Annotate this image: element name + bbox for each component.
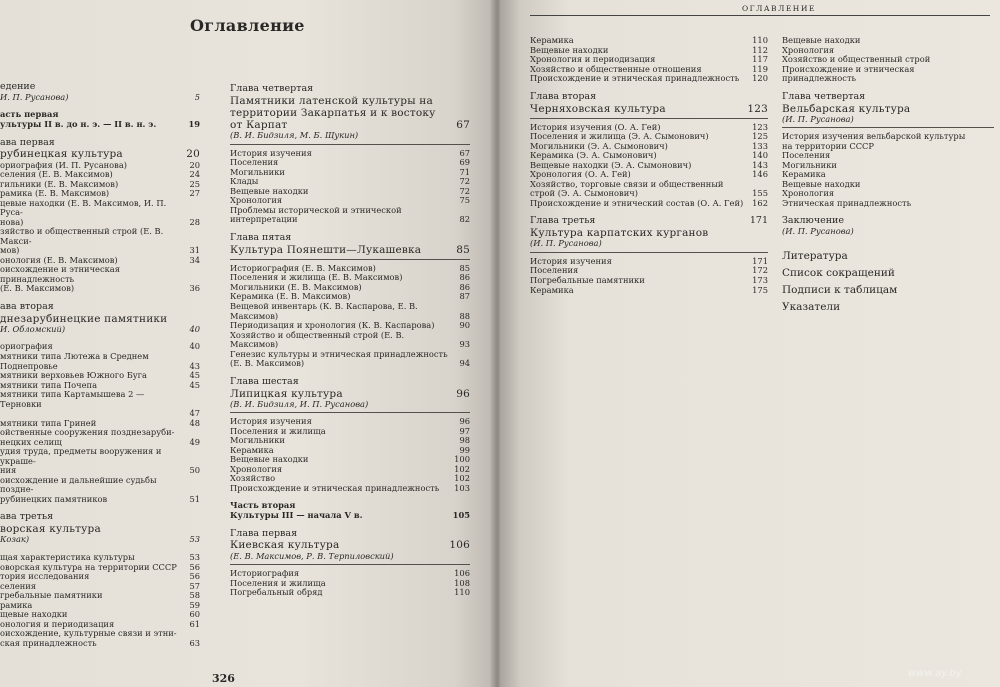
toc-entry-title: Керамика xyxy=(530,284,574,295)
toc-entry-title: Киевская культура xyxy=(230,539,340,552)
toc-entry xyxy=(782,199,994,209)
toc-entry-title: Вельбарская культура xyxy=(782,102,911,115)
page-title: Оглавление xyxy=(190,16,305,35)
toc-entry-page: 69 xyxy=(459,157,470,168)
toc-entry-title: Хозяйство и общественный строй (Е. В. Максимов) xyxy=(230,329,405,350)
toc-entry xyxy=(782,103,994,115)
toc-entry xyxy=(230,331,470,350)
toc-entry xyxy=(0,352,200,371)
toc-entry-title: селения (Е. В. Максимов) xyxy=(0,169,113,180)
spacer xyxy=(782,237,994,245)
toc-entry xyxy=(230,400,470,410)
toc-entry-title: Глава третья xyxy=(530,215,596,227)
toc-entry-page: 172 xyxy=(752,265,768,276)
watermark: www.ay.by xyxy=(908,668,962,679)
toc-entry-title: ава третья xyxy=(0,511,54,523)
toc-entry-page: 102 xyxy=(454,463,470,474)
toc-entry-title: Подписи к таблицам xyxy=(782,284,898,296)
toc-entry-title: Часть вторая xyxy=(230,500,296,511)
toc-entry-title: История изучения (О. А. Гей) xyxy=(530,121,661,132)
toc-entry xyxy=(0,93,200,103)
toc-entry-page: 90 xyxy=(459,320,470,331)
divider xyxy=(530,118,768,119)
toc-entry-title: Глава первая xyxy=(230,527,298,539)
toc-entry-title: История изучения xyxy=(230,147,312,158)
toc-entry-page: 85 xyxy=(456,243,470,256)
toc-entry-title: Историография (Е. В. Максимов) xyxy=(230,262,376,273)
toc-entry xyxy=(230,95,470,131)
toc-entry xyxy=(230,206,470,225)
toc-entry-title: Липицкая культура xyxy=(230,387,343,400)
toc-entry xyxy=(530,239,768,249)
toc-entry xyxy=(782,250,994,262)
toc-entry-title: Культура Поянешти—Лукашевка xyxy=(230,243,422,256)
toc-entry xyxy=(0,447,200,466)
toc-entry-page: 27 xyxy=(189,188,200,199)
toc-entry-title: нецких селищ xyxy=(0,436,62,447)
toc-entry xyxy=(0,495,200,505)
toc-entry-title: онология (Е. В. Максимов) xyxy=(0,254,118,265)
toc-entry-title: щая характеристика культуры xyxy=(0,552,135,562)
toc-entry-page: 86 xyxy=(459,272,470,283)
toc-entry xyxy=(230,377,470,388)
toc-entry-title: Этническая принадлежность xyxy=(782,197,912,208)
toc-entry-page: 53 xyxy=(189,552,200,562)
toc-entry-title: Вещевые находки xyxy=(230,185,309,196)
toc-entry xyxy=(230,302,470,321)
toc-entry-page: 71 xyxy=(459,166,470,177)
toc-entry xyxy=(530,216,768,227)
toc-entry-title: Поселения xyxy=(782,150,831,161)
toc-entry-title: (И. П. Русанова) xyxy=(530,238,602,249)
toc-entry-title: рамика xyxy=(0,599,33,610)
toc-column-3 xyxy=(530,36,768,295)
toc-entry-title: Глава шестая xyxy=(230,375,299,387)
toc-entry-title: ориография (И. П. Русанова) xyxy=(0,159,128,170)
toc-entry-title: Керамика xyxy=(782,169,826,180)
toc-entry-page: 67 xyxy=(456,119,470,132)
toc-entry-title: онология и периодизация xyxy=(0,618,115,629)
toc-entry xyxy=(0,199,200,218)
toc-entry-page: 48 xyxy=(189,417,200,428)
toc-entry-page: 106 xyxy=(454,568,470,579)
toc-entry-page: 28 xyxy=(189,216,200,227)
toc-entry-title: Происхождение и этническая принадлежность xyxy=(782,63,915,84)
toc-entry-page: 63 xyxy=(189,637,200,648)
toc-entry-title: Могильники (Э. А. Сымонович) xyxy=(530,140,668,151)
running-header: ОГЛАВЛЕНИЕ xyxy=(742,4,816,13)
toc-entry-page: 47 xyxy=(189,408,200,419)
toc-entry-title: мятники типа Гриней xyxy=(0,417,97,428)
toc-entry xyxy=(230,244,470,256)
toc-entry-title: Могильники xyxy=(230,166,285,177)
toc-entry-title: мятники типа Картамышева 2 — Терновки xyxy=(0,389,145,409)
right-page xyxy=(500,0,1000,687)
toc-entry xyxy=(230,588,470,598)
toc-entry-title: Вещевые находки xyxy=(530,44,609,55)
toc-entry-title: ориография xyxy=(0,341,53,352)
divider xyxy=(230,259,470,260)
toc-entry-page: 162 xyxy=(752,197,768,208)
toc-entry-page: 19 xyxy=(188,118,200,129)
toc-entry xyxy=(230,484,470,494)
toc-entry-page: 5 xyxy=(194,91,200,102)
toc-entry-title: Памятники латенской культуры на территории Закарпатья и к востоку от Карпат xyxy=(230,94,436,132)
toc-entry-page: 59 xyxy=(189,599,200,610)
toc-entry-page: 61 xyxy=(189,618,200,629)
toc-entry-title: Керамика xyxy=(530,35,574,45)
toc-entry xyxy=(782,92,994,103)
left-page xyxy=(0,0,494,687)
toc-entry xyxy=(0,138,200,149)
toc-entry-page: 120 xyxy=(752,73,768,84)
toc-entry-page: 146 xyxy=(752,169,768,180)
toc-entry-title: Поселения xyxy=(230,157,279,168)
toc-entry-title: оисхождение и этническая принадлежность xyxy=(0,264,120,284)
toc-entry-title: Могильники (Е. В. Максимов) xyxy=(230,281,362,292)
toc-entry-title: мятники верховьев Южного Буга xyxy=(0,370,147,381)
toc-entry-title: Вещевые находки (Э. А. Сымонович) xyxy=(530,159,692,170)
toc-entry-title: асть первая xyxy=(0,109,59,120)
toc-entry-title: Глава четвертая xyxy=(230,83,314,94)
toc-entry-title: Поселения и жилища (Е. В. Максимов) xyxy=(230,272,403,283)
toc-entry-title: Хозяйство, торговые связи и общественный строй (Э. А. Сымонович) xyxy=(530,178,724,199)
toc-entry-title: История изучения xyxy=(530,255,612,266)
toc-entry-page: 125 xyxy=(752,131,768,142)
toc-entry xyxy=(530,92,768,103)
toc-entry xyxy=(530,286,768,296)
toc-entry xyxy=(0,284,200,294)
toc-entry-title: цевые находки (Е. В. Максимов, И. П. Руса- xyxy=(0,197,167,218)
toc-entry-page: 103 xyxy=(454,482,470,493)
toc-entry xyxy=(0,535,200,545)
toc-entry-title: оворская культура на территории СССР xyxy=(0,561,177,572)
toc-entry-title: днезарубинецкие памятники xyxy=(0,312,168,325)
toc-entry-title: гильники (Е. В. Максимов) xyxy=(0,178,119,189)
toc-entry xyxy=(782,267,994,279)
toc-entry xyxy=(782,132,994,151)
toc-entry xyxy=(230,84,470,95)
toc-entry xyxy=(230,552,470,562)
toc-column-2 xyxy=(230,84,470,598)
toc-entry-page: 110 xyxy=(752,35,768,45)
toc-entry-page: 119 xyxy=(752,63,768,74)
toc-entry-title: Происхождение и этнический состав (О. А. Гей) xyxy=(530,197,744,208)
toc-entry xyxy=(530,103,768,115)
toc-entry-page: 60 xyxy=(189,609,200,620)
toc-entry xyxy=(782,65,994,84)
toc-entry xyxy=(782,115,994,125)
toc-entry-title: Глава четвертая xyxy=(782,90,866,102)
toc-entry-title: зяйство и общественный строй (Е. В. Макси- xyxy=(0,226,164,246)
toc-entry-title: Хронология xyxy=(230,463,283,474)
toc-entry-page: 51 xyxy=(189,493,200,504)
toc-entry-page: 72 xyxy=(459,176,470,187)
toc-entry-page: 67 xyxy=(459,147,470,158)
toc-entry xyxy=(0,523,200,535)
toc-entry-page: 40 xyxy=(189,341,200,352)
toc-entry-page: 43 xyxy=(189,360,200,371)
toc-entry-page: 98 xyxy=(459,435,470,446)
toc-entry-page: 87 xyxy=(459,291,470,302)
divider xyxy=(230,412,470,413)
toc-entry-page: 75 xyxy=(459,195,470,206)
toc-entry-title: Список сокращений xyxy=(782,266,895,279)
toc-entry-page: 20 xyxy=(189,159,200,170)
toc-entry-title: Происхождение и этническая принадлежность xyxy=(230,482,440,493)
toc-entry-page: 105 xyxy=(452,510,470,521)
divider xyxy=(530,252,768,253)
toc-entry-title: Керамика (Е. В. Максимов) xyxy=(230,291,351,302)
toc-entry-page: 155 xyxy=(752,188,768,199)
toc-entry-title: Поселения и жилища xyxy=(230,425,326,436)
toc-entry-title: тория исследования xyxy=(0,571,90,582)
toc-entry-page: 25 xyxy=(189,178,200,189)
toc-entry-title: Хронология и периодизация xyxy=(530,54,656,65)
divider xyxy=(230,564,470,565)
toc-entry-title: оисхождение, культурные связи и этни- xyxy=(0,628,177,639)
page-number: 326 xyxy=(212,672,235,685)
toc-entry xyxy=(530,199,768,209)
toc-entry xyxy=(0,265,200,284)
toc-entry-title: мятники типа Лютежа в Среднем Поднепровье xyxy=(0,350,149,371)
toc-entry-title: ультуры II в. до н. э. — II в. н. э. xyxy=(0,118,157,129)
toc-entry-page: 58 xyxy=(189,590,200,601)
toc-entry-title: рубинецких памятников xyxy=(0,493,108,504)
header-rule xyxy=(530,15,990,16)
toc-entry-title: щевые находки xyxy=(0,609,68,620)
toc-entry xyxy=(230,131,470,141)
toc-entry-page: 57 xyxy=(189,580,200,591)
toc-entry xyxy=(0,512,200,523)
toc-entry-title: гребальные памятники xyxy=(0,590,103,601)
toc-entry-page: 31 xyxy=(189,245,200,256)
toc-entry-title: едение xyxy=(0,81,36,92)
toc-entry xyxy=(0,120,200,130)
toc-entry-title: История изучения xyxy=(230,416,312,427)
toc-column-4 xyxy=(782,36,994,318)
toc-entry-title: История изучения вельбарской культуры на территории СССР xyxy=(782,131,966,151)
toc-entry-page: 106 xyxy=(449,539,470,552)
toc-entry xyxy=(0,639,200,649)
toc-entry-page: 96 xyxy=(456,387,470,400)
toc-entry-page: 171 xyxy=(752,255,768,266)
toc-entry-page: 53 xyxy=(189,534,200,545)
toc-entry-page: 49 xyxy=(189,436,200,447)
toc-entry-page: 108 xyxy=(454,577,470,588)
toc-entry-title: (В. И. Бидзиля, И. П. Русанова) xyxy=(230,398,369,409)
toc-entry-page: 175 xyxy=(752,284,768,295)
toc-entry xyxy=(0,148,200,160)
toc-entry-page: 20 xyxy=(186,148,200,161)
toc-entry-page: 99 xyxy=(459,444,470,455)
toc-entry xyxy=(230,233,470,244)
toc-entry-title: рамика (Е. В. Максимов) xyxy=(0,188,110,199)
toc-entry-title: ава вторая xyxy=(0,300,54,312)
divider xyxy=(782,127,994,128)
toc-entry-title: Генезис культуры и этническая принадлежность (Е. В. Максимов) xyxy=(230,348,448,369)
toc-entry-title: Хозяйство и общественный строй xyxy=(782,54,931,65)
toc-entry-title: рубинецкая культура xyxy=(0,148,123,161)
toc-entry xyxy=(530,180,768,199)
toc-entry-page: 140 xyxy=(752,150,768,161)
toc-entry-page: 123 xyxy=(747,102,768,115)
toc-entry xyxy=(230,529,470,540)
toc-entry xyxy=(230,539,470,551)
toc-entry-page: 97 xyxy=(459,425,470,436)
toc-entry-title: Вещевые находки xyxy=(782,35,861,45)
toc-entry-title: Проблемы исторической и этнической интерпретации xyxy=(230,204,402,225)
toc-entry-title: Козак) xyxy=(0,534,30,545)
toc-entry-title: Вещевые находки xyxy=(782,178,861,189)
toc-entry xyxy=(0,227,200,246)
toc-entry-title: ава первая xyxy=(0,136,55,148)
toc-entry-title: И. П. Русанова) xyxy=(0,91,69,102)
toc-entry-page: 85 xyxy=(459,262,470,273)
toc-entry-title: (Е. В. Максимов, Р. В. Терпиловский) xyxy=(230,550,394,561)
toc-entry-title: Хозяйство xyxy=(230,473,276,484)
toc-entry xyxy=(230,350,470,369)
toc-entry-title: ская принадлежность xyxy=(0,637,97,648)
toc-entry-title: Хронология xyxy=(230,195,283,206)
toc-entry-title: нова) xyxy=(0,216,24,227)
toc-entry-title: селения xyxy=(0,580,37,591)
toc-entry xyxy=(782,284,994,296)
toc-entry-title: ойственные сооружения позднезаруби- xyxy=(0,427,175,438)
toc-entry xyxy=(230,511,470,521)
toc-entry-title: удия труда, предметы вооружения и украше- xyxy=(0,446,162,466)
toc-entry-page: 171 xyxy=(749,215,768,227)
toc-entry-title: Глава пятая xyxy=(230,231,292,243)
toc-entry xyxy=(0,302,200,313)
toc-entry-title: мов) xyxy=(0,245,20,256)
toc-entry-page: 24 xyxy=(189,169,200,180)
toc-entry-page: 102 xyxy=(454,473,470,484)
toc-entry-title: (Е. В. Максимов) xyxy=(0,283,75,294)
toc-entry xyxy=(0,325,200,335)
toc-entry-title: Поселения и жилища xyxy=(230,577,326,588)
toc-entry-page: 82 xyxy=(459,214,470,225)
toc-entry-page: 94 xyxy=(459,358,470,369)
toc-entry-page: 110 xyxy=(454,587,470,598)
toc-entry-title: оисхождение и дальнейшие судьбы поздне- xyxy=(0,474,157,495)
toc-entry-page: 173 xyxy=(752,275,768,285)
toc-entry-page: 72 xyxy=(459,185,470,196)
toc-column-1 xyxy=(0,82,200,648)
toc-entry-title: Происхождение и этническая принадлежность xyxy=(530,73,740,84)
toc-entry xyxy=(230,388,470,400)
toc-entry-title: Керамика xyxy=(230,444,274,455)
toc-entry-title: Черняховская культура xyxy=(530,102,666,115)
toc-entry xyxy=(530,74,768,84)
toc-entry-title: И. Обломский) xyxy=(0,323,66,334)
toc-entry xyxy=(230,168,470,178)
toc-entry-page: 96 xyxy=(459,416,470,427)
toc-entry xyxy=(0,390,200,409)
toc-entry-title: Керамика (Э. А. Сымонович) xyxy=(530,150,657,161)
toc-entry-title: Хронология xyxy=(782,188,835,199)
toc-entry-page: 45 xyxy=(189,379,200,390)
toc-entry-title: Вещевые находки xyxy=(230,454,309,465)
toc-entry-title: Погребальный обряд xyxy=(230,587,323,598)
toc-entry-title: Поселения и жилища (Э. А. Сымонович) xyxy=(530,131,709,142)
toc-entry-page: 100 xyxy=(454,454,470,465)
toc-entry-title: Указатели xyxy=(782,301,841,314)
toc-entry-page: 36 xyxy=(189,283,200,294)
toc-entry-page: 56 xyxy=(189,571,200,582)
toc-entry-title: Хронология xyxy=(782,44,835,55)
toc-entry-page: 56 xyxy=(189,561,200,572)
toc-entry-page: 88 xyxy=(459,310,470,321)
toc-entry-title: Хронология (О. А. Гей) xyxy=(530,169,631,180)
toc-entry-page: 93 xyxy=(459,339,470,350)
toc-entry-page: 117 xyxy=(752,54,768,65)
toc-entry-page: 123 xyxy=(752,121,768,132)
toc-entry-title: ворская культура xyxy=(0,523,101,536)
toc-entry-title: Вещевой инвентарь (К. В. Каспарова, Е. В. Максимов) xyxy=(230,301,418,321)
toc-entry-title: (В. И. Бидзиля, М. Б. Щукин) xyxy=(230,130,359,141)
toc-entry-title: Литература xyxy=(782,249,848,262)
toc-entry-title: (И. П. Русанова) xyxy=(782,113,854,124)
toc-entry xyxy=(782,227,994,237)
toc-entry-title: Периодизация и хронология (К. В. Каспарова) xyxy=(230,320,435,331)
toc-entry-page: 50 xyxy=(189,465,200,476)
toc-entry-title: (И. П. Русанова) xyxy=(782,226,854,237)
toc-entry-title: Поселения xyxy=(530,265,579,276)
toc-entry xyxy=(782,301,994,313)
toc-entry-title: Могильники xyxy=(782,159,837,170)
toc-entry xyxy=(0,476,200,495)
toc-entry-title: Культура карпатских курганов xyxy=(530,227,709,240)
toc-entry-title: мятники типа Почепа xyxy=(0,379,98,390)
divider xyxy=(230,144,470,145)
toc-entry-title: Культуры III — начала V в. xyxy=(230,510,363,521)
toc-entry-title: Глава вторая xyxy=(530,90,597,102)
toc-entry-page: 143 xyxy=(752,159,768,170)
toc-entry-page: 34 xyxy=(189,254,200,265)
toc-entry-title: Погребальные памятники xyxy=(530,275,645,285)
toc-entry-title: Хозяйство и общественные отношения xyxy=(530,63,702,74)
toc-entry-title: Могильники xyxy=(230,435,285,446)
toc-entry-title: Историография xyxy=(230,568,300,579)
toc-entry-title: Клады xyxy=(230,176,259,187)
toc-entry-page: 45 xyxy=(189,370,200,381)
toc-entry-title: Заключение xyxy=(782,215,845,227)
toc-entry-page: 40 xyxy=(189,323,200,334)
toc-entry-page: 112 xyxy=(752,44,768,55)
toc-entry-page: 86 xyxy=(459,281,470,292)
toc-entry-title: ния xyxy=(0,465,17,476)
toc-entry-page: 133 xyxy=(752,140,768,151)
